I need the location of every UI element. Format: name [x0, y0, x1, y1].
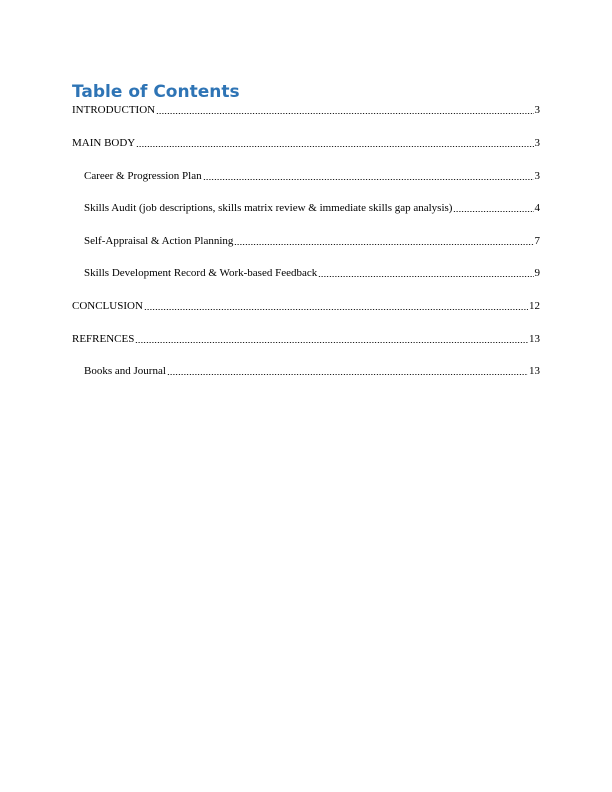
toc-entry-books-and-journal[interactable] [84, 364, 540, 378]
toc-entry-self-appraisal[interactable] [84, 234, 540, 248]
dot-leader [144, 309, 528, 310]
toc-entry-refrences[interactable] [72, 332, 540, 346]
toc-entry-skills-development-record[interactable] [84, 266, 540, 280]
dot-leader [203, 179, 534, 180]
toc-entry-page: 13 [529, 333, 540, 345]
toc-entry-page: 3 [534, 137, 540, 149]
dot-leader [234, 244, 533, 245]
toc-entry-skills-audit[interactable] [84, 201, 540, 215]
dot-leader [318, 276, 533, 277]
toc-entry-label: Skills Audit (job descriptions, skills matrix review & immediate skills gap analysis) [84, 202, 453, 214]
toc-entry-label: Career & Progression Plan [84, 170, 202, 182]
toc-entry-conclusion[interactable] [72, 299, 540, 313]
toc-entry-page: 13 [529, 365, 540, 377]
toc-entry-page: 12 [529, 300, 540, 312]
toc-entry-career-progression-plan[interactable] [84, 169, 540, 183]
toc-entry-label: REFRENCES [72, 333, 135, 345]
toc-entry-page: 3 [534, 104, 540, 116]
dot-leader [136, 146, 533, 147]
toc-entry-main-body[interactable] [72, 136, 540, 150]
toc-entry-page: 3 [534, 170, 540, 182]
toc-entry-label: Books and Journal [84, 365, 166, 377]
toc-title: Table of Contents [72, 82, 240, 102]
toc-entry-page: 7 [534, 235, 540, 247]
toc-entry-introduction[interactable] [72, 103, 540, 117]
toc-entry-label: CONCLUSION [72, 300, 143, 312]
dot-leader [167, 374, 528, 375]
toc-entry-label: Skills Development Record & Work-based Feedback [84, 267, 318, 279]
dot-leader [135, 342, 528, 343]
dot-leader [453, 211, 533, 212]
toc-entry-label: Self-Appraisal & Action Planning [84, 235, 234, 247]
dot-leader [156, 113, 533, 114]
toc-entry-label: MAIN BODY [72, 137, 136, 149]
toc-entry-page: 4 [534, 202, 540, 214]
toc-entry-page: 9 [534, 267, 540, 279]
toc-entry-label: INTRODUCTION [72, 104, 156, 116]
